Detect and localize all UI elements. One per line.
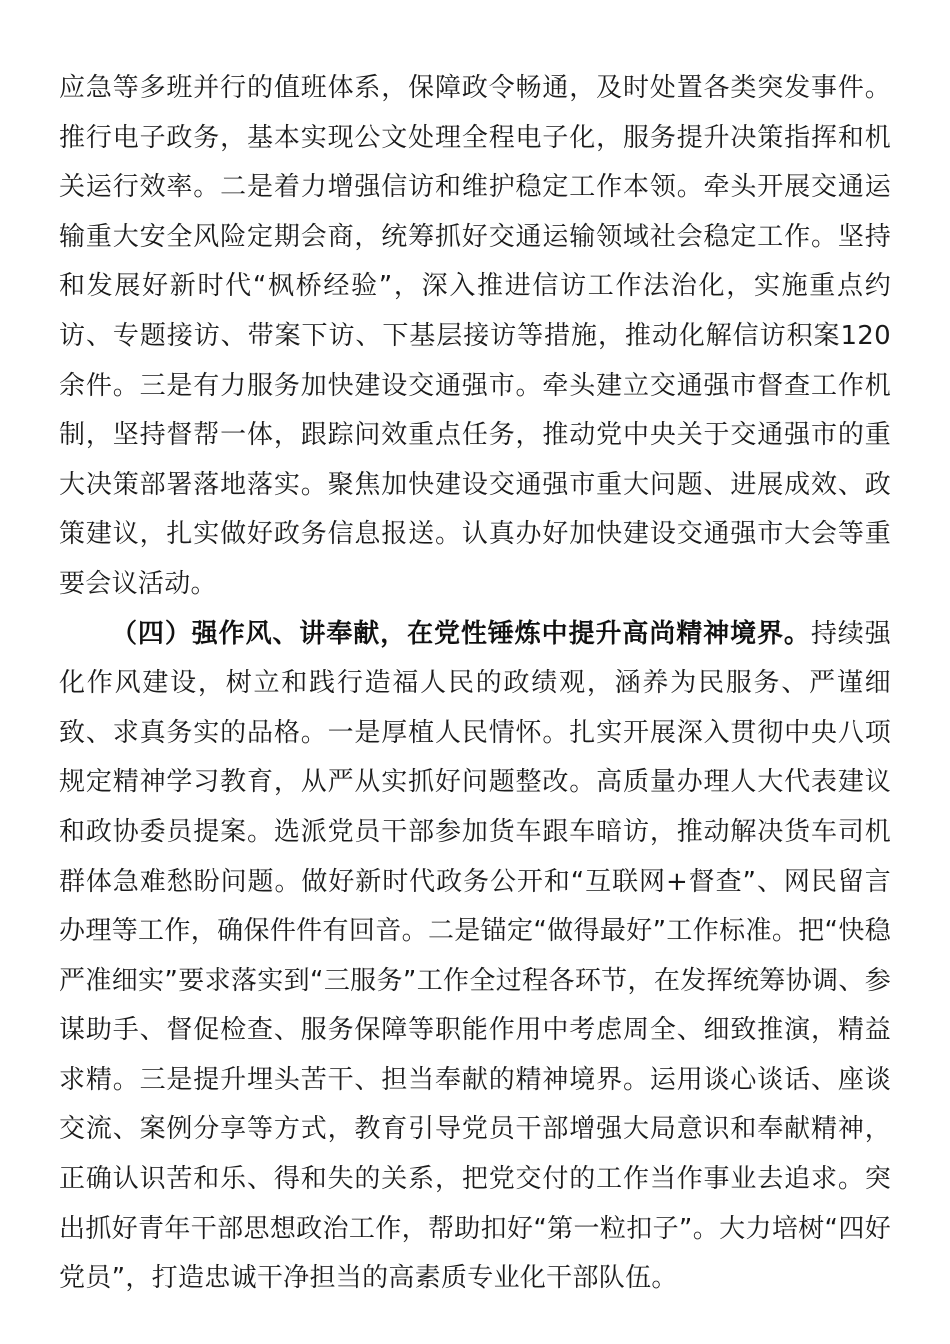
paragraph-1-text: 应急等多班并行的值班体系，保障政令畅通，及时处置各类突发事件。推行电子政务，基本实现公文处理全程电子化，服务提升决策指挥和机关运行效率。二是着力增强信访和维护稳定工作本领。牵头开展交通运输重大安全风险定期会商，统筹抓好交通运输领域社会稳定工作。坚持和发展好新时代“枫桥经验”，深入推进信访工作法治化，实施重点约访、专题接访、带案下访、下基层接访等措施，推动化解信访积案120余件。三是有力服务加快建设交通强市。牵头建立交通强市督查工作机制，坚持督帮一体，跟踪问效重点任务，推动党中央关于交通强市的重大决策部署落地落实。聚焦加快建设交通强市重大问题、进展成效、政策建议，扎实做好政务信息报送。认真办好加快建设交通强市大会等重要会议活动。 bbox=[59, 73, 891, 599]
paragraph-section-four bbox=[59, 610, 891, 1304]
paragraph-continuation bbox=[59, 64, 891, 610]
section-heading: （四）强作风、讲奉献，在党性锤炼中提升高尚精神境界。 bbox=[111, 618, 811, 649]
document-body bbox=[59, 64, 891, 1304]
paragraph-2-text: 持续强化作风建设，树立和践行造福人民的政绩观，涵养为民服务、严谨细致、求真务实的品格。一是厚植人民情怀。扎实开展深入贯彻中央八项规定精神学习教育，从严从实抓好问题整改。高质量办理人大代表建议和政协委员提案。选派党员干部参加货车跟车暗访，推动解决货车司机群体急难愁盼问题。做好新时代政务公开和“互联网+督查”、网民留言办理等工作，确保件件有回音。二是锚定“做得最好”工作标准。把“快稳严准细实”要求落实到“三服务”工作全过程各环节，在发挥统筹协调、参谋助手、督促检查、服务保障等职能作用中考虑周全、细致推演，精益求精。三是提升埋头苦干、担当奉献的精神境界。运用谈心谈话、座谈交流、案例分享等方式，教育引导党员干部增强大局意识和奉献精神，正确认识苦和乐、得和失的关系，把党交付的工作当作事业去追求。突出抓好青年干部思想政治工作，帮助扣好“第一粒扣子”。大力培树“四好党员”，打造忠诚干净担当的高素质专业化干部队伍。 bbox=[59, 618, 891, 1294]
